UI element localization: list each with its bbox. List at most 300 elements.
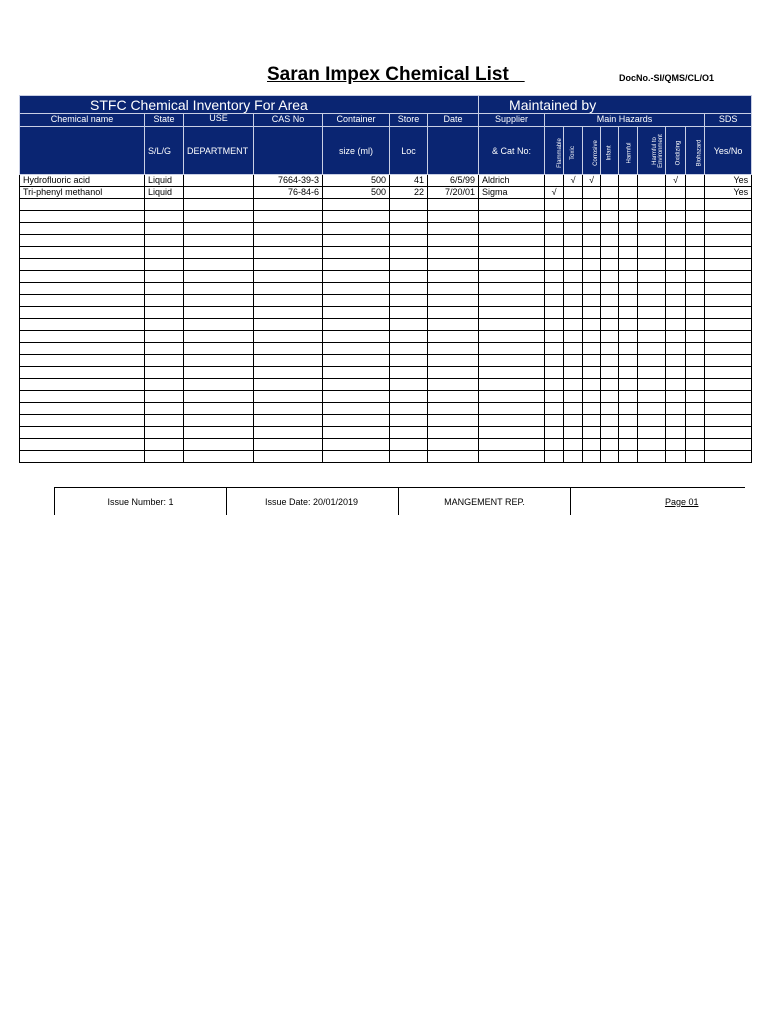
empty-cell: [686, 403, 705, 415]
empty-cell: [184, 343, 254, 355]
empty-cell: [686, 259, 705, 271]
cell-date: 7/20/01: [428, 187, 479, 199]
hazard-check-mark: √: [545, 187, 564, 199]
empty-cell: [479, 295, 545, 307]
empty-cell: [184, 427, 254, 439]
empty-cell: [686, 295, 705, 307]
empty-cell: [428, 307, 479, 319]
empty-cell: [428, 199, 479, 211]
empty-table-row: [20, 439, 752, 451]
empty-table-row: [20, 379, 752, 391]
empty-cell: [390, 283, 428, 295]
empty-cell: [323, 199, 390, 211]
header-chemical-name-sub: [20, 127, 145, 175]
empty-cell: [479, 403, 545, 415]
empty-cell: [583, 391, 601, 403]
empty-cell: [323, 343, 390, 355]
empty-cell: [20, 295, 145, 307]
empty-cell: [479, 331, 545, 343]
empty-cell: [145, 319, 184, 331]
empty-cell: [619, 211, 638, 223]
empty-cell: [583, 355, 601, 367]
hazard-cell: [601, 187, 619, 199]
empty-cell: [479, 319, 545, 331]
empty-cell: [638, 295, 666, 307]
empty-cell: [705, 415, 752, 427]
empty-cell: [545, 271, 564, 283]
empty-cell: [601, 295, 619, 307]
empty-cell: [686, 319, 705, 331]
cell-store: 22: [390, 187, 428, 199]
empty-cell: [601, 307, 619, 319]
empty-cell: [686, 415, 705, 427]
empty-cell: [666, 343, 686, 355]
empty-cell: [686, 331, 705, 343]
empty-cell: [254, 223, 323, 235]
empty-cell: [545, 259, 564, 271]
empty-cell: [145, 415, 184, 427]
empty-cell: [564, 235, 583, 247]
empty-cell: [479, 259, 545, 271]
empty-cell: [254, 247, 323, 259]
issue-number: Issue Number: 1: [55, 488, 227, 516]
empty-cell: [583, 319, 601, 331]
empty-cell: [619, 427, 638, 439]
hazard-label: Harmful: [626, 141, 633, 164]
empty-cell: [666, 415, 686, 427]
hazard-header-harmful: [619, 127, 638, 175]
empty-cell: [184, 295, 254, 307]
hazard-cell: [601, 175, 619, 187]
hazard-cell: [619, 175, 638, 187]
empty-cell: [686, 439, 705, 451]
empty-cell: [390, 307, 428, 319]
empty-cell: [705, 319, 752, 331]
empty-cell: [619, 331, 638, 343]
empty-cell: [254, 235, 323, 247]
empty-cell: [390, 427, 428, 439]
empty-cell: [479, 451, 545, 463]
empty-cell: [686, 307, 705, 319]
empty-cell: [686, 283, 705, 295]
empty-cell: [390, 295, 428, 307]
cell-sds: Yes: [705, 187, 752, 199]
empty-cell: [583, 427, 601, 439]
empty-cell: [428, 211, 479, 223]
empty-cell: [390, 355, 428, 367]
empty-cell: [686, 223, 705, 235]
empty-cell: [428, 439, 479, 451]
hazard-cell: [686, 187, 705, 199]
empty-cell: [601, 415, 619, 427]
empty-cell: [479, 343, 545, 355]
empty-cell: [545, 199, 564, 211]
empty-cell: [666, 391, 686, 403]
empty-cell: [638, 403, 666, 415]
empty-cell: [184, 211, 254, 223]
empty-table-row: [20, 247, 752, 259]
empty-cell: [686, 379, 705, 391]
hazard-cell: [545, 175, 564, 187]
empty-cell: [619, 367, 638, 379]
empty-cell: [705, 223, 752, 235]
empty-cell: [390, 319, 428, 331]
empty-cell: [545, 415, 564, 427]
empty-cell: [583, 343, 601, 355]
empty-cell: [254, 211, 323, 223]
chemical-inventory-table: [19, 95, 752, 463]
header-cas-no-sub: [254, 127, 323, 175]
empty-cell: [323, 271, 390, 283]
hazard-cell: [638, 187, 666, 199]
empty-cell: [428, 247, 479, 259]
empty-cell: [254, 331, 323, 343]
empty-cell: [184, 283, 254, 295]
empty-cell: [323, 259, 390, 271]
hazard-cell: [686, 175, 705, 187]
empty-cell: [686, 427, 705, 439]
hazard-header-infant: [601, 127, 619, 175]
empty-cell: [20, 199, 145, 211]
empty-cell: [184, 391, 254, 403]
banner-row: [20, 96, 752, 114]
empty-cell: [184, 451, 254, 463]
empty-cell: [583, 403, 601, 415]
empty-cell: [564, 247, 583, 259]
empty-cell: [390, 439, 428, 451]
hazard-label: Toxic: [570, 145, 577, 160]
empty-cell: [619, 451, 638, 463]
empty-cell: [619, 319, 638, 331]
empty-cell: [323, 403, 390, 415]
empty-cell: [564, 391, 583, 403]
empty-cell: [479, 211, 545, 223]
empty-cell: [20, 211, 145, 223]
empty-cell: [428, 403, 479, 415]
empty-cell: [564, 223, 583, 235]
empty-cell: [323, 307, 390, 319]
empty-cell: [583, 211, 601, 223]
empty-cell: [638, 391, 666, 403]
hazard-label: Biohazard: [696, 138, 703, 167]
empty-cell: [145, 283, 184, 295]
empty-cell: [564, 427, 583, 439]
empty-cell: [564, 295, 583, 307]
empty-cell: [254, 403, 323, 415]
cell-cas-no: 7664-39-3: [254, 175, 323, 187]
empty-cell: [686, 271, 705, 283]
cell-supplier: Aldrich: [479, 175, 545, 187]
hazard-label: Oxidizing: [675, 140, 682, 165]
empty-cell: [705, 451, 752, 463]
empty-cell: [390, 211, 428, 223]
empty-table-row: [20, 355, 752, 367]
header-row-2: [20, 127, 752, 175]
empty-cell: [254, 295, 323, 307]
empty-cell: [428, 379, 479, 391]
empty-cell: [583, 451, 601, 463]
empty-cell: [254, 367, 323, 379]
empty-cell: [619, 439, 638, 451]
empty-cell: [601, 403, 619, 415]
empty-cell: [666, 451, 686, 463]
empty-cell: [705, 295, 752, 307]
empty-cell: [638, 223, 666, 235]
empty-cell: [390, 343, 428, 355]
empty-cell: [184, 355, 254, 367]
empty-cell: [583, 295, 601, 307]
empty-cell: [545, 343, 564, 355]
empty-cell: [666, 355, 686, 367]
empty-cell: [564, 415, 583, 427]
empty-cell: [254, 427, 323, 439]
empty-cell: [479, 283, 545, 295]
empty-cell: [428, 415, 479, 427]
empty-table-row: [20, 259, 752, 271]
empty-cell: [545, 307, 564, 319]
empty-cell: [638, 439, 666, 451]
hazard-cell: [619, 187, 638, 199]
empty-cell: [20, 235, 145, 247]
empty-cell: [638, 451, 666, 463]
empty-cell: [323, 427, 390, 439]
empty-cell: [686, 343, 705, 355]
hazard-cell: [666, 187, 686, 199]
empty-cell: [545, 223, 564, 235]
hazard-label: Harmful to Environment: [652, 133, 665, 168]
empty-cell: [619, 391, 638, 403]
empty-cell: [145, 379, 184, 391]
empty-cell: [323, 295, 390, 307]
header-sds: SDS: [705, 114, 752, 127]
empty-cell: [638, 211, 666, 223]
hazard-cell: [564, 187, 583, 199]
empty-cell: [564, 259, 583, 271]
empty-cell: [564, 439, 583, 451]
empty-cell: [20, 259, 145, 271]
empty-cell: [545, 331, 564, 343]
empty-cell: [545, 295, 564, 307]
empty-table-row: [20, 223, 752, 235]
hazard-header-harmful-environment: [638, 127, 666, 175]
empty-cell: [390, 235, 428, 247]
empty-cell: [638, 307, 666, 319]
empty-cell: [390, 271, 428, 283]
header-container-size: size (ml): [323, 127, 390, 175]
empty-cell: [564, 283, 583, 295]
empty-cell: [479, 223, 545, 235]
empty-cell: [545, 427, 564, 439]
empty-cell: [705, 211, 752, 223]
cell-date: 6/5/99: [428, 175, 479, 187]
empty-cell: [479, 307, 545, 319]
empty-cell: [638, 343, 666, 355]
empty-cell: [145, 367, 184, 379]
empty-cell: [479, 367, 545, 379]
hazard-check-mark: √: [583, 175, 601, 187]
hazard-label: Infant: [606, 144, 613, 161]
hazard-header-oxidizing: [666, 127, 686, 175]
empty-cell: [564, 343, 583, 355]
empty-cell: [428, 223, 479, 235]
empty-cell: [583, 235, 601, 247]
empty-cell: [145, 343, 184, 355]
table-row: [20, 187, 752, 199]
empty-cell: [479, 427, 545, 439]
empty-cell: [564, 211, 583, 223]
empty-cell: [686, 211, 705, 223]
empty-cell: [254, 271, 323, 283]
empty-cell: [428, 283, 479, 295]
empty-cell: [184, 307, 254, 319]
empty-cell: [254, 439, 323, 451]
empty-cell: [20, 271, 145, 283]
empty-cell: [583, 199, 601, 211]
empty-cell: [323, 391, 390, 403]
empty-cell: [638, 247, 666, 259]
cell-store: 41: [390, 175, 428, 187]
empty-cell: [390, 367, 428, 379]
empty-cell: [686, 367, 705, 379]
empty-cell: [545, 367, 564, 379]
empty-cell: [583, 367, 601, 379]
empty-cell: [601, 199, 619, 211]
empty-cell: [428, 331, 479, 343]
empty-cell: [705, 391, 752, 403]
empty-cell: [601, 235, 619, 247]
empty-table-row: [20, 211, 752, 223]
empty-cell: [666, 259, 686, 271]
empty-cell: [619, 295, 638, 307]
header-row-1: [20, 114, 752, 127]
empty-cell: [619, 199, 638, 211]
empty-cell: [601, 331, 619, 343]
empty-cell: [145, 403, 184, 415]
empty-cell: [254, 259, 323, 271]
empty-cell: [323, 331, 390, 343]
empty-cell: [638, 199, 666, 211]
empty-cell: [666, 199, 686, 211]
empty-cell: [705, 199, 752, 211]
empty-cell: [545, 451, 564, 463]
empty-cell: [323, 367, 390, 379]
empty-cell: [564, 307, 583, 319]
empty-cell: [20, 427, 145, 439]
cell-chemical-name: Hydrofluoric acid: [20, 175, 145, 187]
hazard-label: Flammable: [556, 137, 563, 168]
empty-cell: [390, 391, 428, 403]
empty-cell: [323, 439, 390, 451]
empty-cell: [184, 259, 254, 271]
empty-cell: [428, 427, 479, 439]
empty-cell: [638, 379, 666, 391]
empty-cell: [428, 235, 479, 247]
empty-cell: [638, 319, 666, 331]
empty-cell: [545, 355, 564, 367]
empty-cell: [666, 331, 686, 343]
empty-cell: [254, 415, 323, 427]
empty-cell: [254, 391, 323, 403]
empty-cell: [479, 379, 545, 391]
empty-cell: [705, 427, 752, 439]
empty-cell: [666, 379, 686, 391]
empty-cell: [20, 355, 145, 367]
empty-cell: [254, 355, 323, 367]
empty-cell: [619, 355, 638, 367]
empty-cell: [184, 199, 254, 211]
empty-cell: [20, 283, 145, 295]
inventory-area-title: STFC Chemical Inventory For Area: [20, 96, 479, 114]
header-container: Container: [323, 114, 390, 127]
empty-cell: [705, 283, 752, 295]
empty-cell: [686, 235, 705, 247]
empty-cell: [20, 415, 145, 427]
empty-table-row: [20, 343, 752, 355]
empty-table-row: [20, 367, 752, 379]
hazard-cell: [583, 187, 601, 199]
empty-table-row: [20, 199, 752, 211]
empty-cell: [479, 415, 545, 427]
empty-cell: [666, 223, 686, 235]
empty-cell: [390, 223, 428, 235]
empty-cell: [20, 379, 145, 391]
empty-cell: [479, 355, 545, 367]
empty-table-row: [20, 403, 752, 415]
empty-cell: [619, 379, 638, 391]
empty-cell: [666, 427, 686, 439]
empty-cell: [638, 427, 666, 439]
empty-cell: [479, 271, 545, 283]
hazard-header-biohazard: [686, 127, 705, 175]
empty-cell: [638, 355, 666, 367]
empty-cell: [705, 271, 752, 283]
empty-cell: [479, 391, 545, 403]
empty-cell: [145, 427, 184, 439]
empty-cell: [619, 235, 638, 247]
empty-cell: [705, 403, 752, 415]
cell-container: 500: [323, 175, 390, 187]
empty-table-row: [20, 319, 752, 331]
empty-cell: [705, 331, 752, 343]
empty-cell: [583, 271, 601, 283]
hazard-check-mark: √: [666, 175, 686, 187]
empty-cell: [564, 367, 583, 379]
empty-cell: [323, 211, 390, 223]
management-rep: MANGEMENT REP.: [399, 488, 571, 516]
empty-cell: [323, 223, 390, 235]
empty-cell: [254, 199, 323, 211]
empty-cell: [145, 259, 184, 271]
empty-cell: [184, 439, 254, 451]
hazard-header-corrosive: [583, 127, 601, 175]
empty-cell: [184, 331, 254, 343]
empty-cell: [705, 379, 752, 391]
empty-cell: [619, 307, 638, 319]
empty-cell: [145, 247, 184, 259]
maintained-by-label: Maintained by: [479, 96, 752, 114]
empty-cell: [601, 259, 619, 271]
empty-cell: [20, 307, 145, 319]
empty-cell: [601, 283, 619, 295]
empty-table-row: [20, 295, 752, 307]
empty-cell: [545, 283, 564, 295]
empty-cell: [666, 307, 686, 319]
empty-cell: [254, 319, 323, 331]
empty-cell: [184, 367, 254, 379]
empty-cell: [428, 319, 479, 331]
empty-cell: [619, 415, 638, 427]
empty-cell: [666, 235, 686, 247]
